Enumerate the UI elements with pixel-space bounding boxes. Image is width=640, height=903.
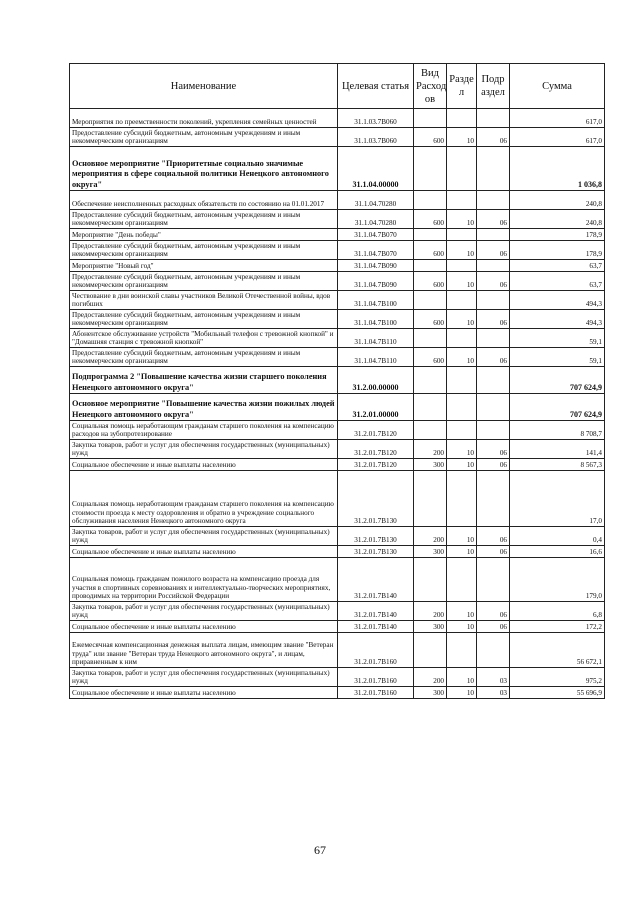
row-target-code-cell: 31.2.01.7В160 (338, 687, 414, 699)
table-row (70, 394, 605, 421)
table-row (70, 191, 605, 210)
row-section-cell: 10 (447, 310, 477, 329)
row-name-cell: Предоставление субсидий бюджетным, автономным учреждениям и иным некоммерческим организациям (70, 210, 338, 229)
row-subsection-cell (477, 421, 510, 440)
row-name-cell: Основное мероприятие "Приоритетные социально значимые мероприятия в сфере социальной политики Ненецкого автономного округа" (70, 147, 338, 191)
row-target-code-cell: 31.2.01.7В130 (338, 546, 414, 558)
row-target-code-cell: 31.2.01.7В140 (338, 558, 414, 602)
header-row (70, 64, 605, 109)
row-sum-cell: 55 696,9 (510, 687, 605, 699)
row-target-code-cell: 31.1.04.70280 (338, 210, 414, 229)
row-name-cell: Обеспечение неисполненных расходных обязательств по состоянию на 01.01.2017 (70, 191, 338, 210)
row-target-code-cell: 31.2.01.7В120 (338, 421, 414, 440)
row-subsection-cell: 06 (477, 440, 510, 459)
row-target-code-cell: 31.2.01.7В140 (338, 602, 414, 621)
row-target-code-cell: 31.2.01.7В130 (338, 471, 414, 527)
row-target-code-cell: 31.1.04.00000 (338, 147, 414, 191)
table-row (70, 241, 605, 260)
row-expense-type-cell: 200 (414, 668, 447, 687)
table-row (70, 687, 605, 699)
row-expense-type-cell: 200 (414, 527, 447, 546)
row-name-cell: Социальное обеспечение и иные выплаты населению (70, 546, 338, 558)
row-expense-type-cell (414, 471, 447, 527)
header-section: Разде л (447, 64, 477, 109)
row-expense-type-cell: 600 (414, 128, 447, 147)
row-name-cell: Закупка товаров, работ и услуг для обеспечения государственных (муниципальных) нужд (70, 668, 338, 687)
row-name-cell: Социальное обеспечение и иные выплаты населению (70, 459, 338, 471)
row-sum-cell: 617,0 (510, 109, 605, 128)
page-number: 67 (314, 843, 326, 857)
table-row (70, 602, 605, 621)
table-row (70, 310, 605, 329)
row-section-cell: 10 (447, 272, 477, 291)
row-expense-type-cell (414, 191, 447, 210)
row-subsection-cell (477, 260, 510, 272)
row-sum-cell: 63,7 (510, 272, 605, 291)
row-target-code-cell: 31.1.04.7В100 (338, 291, 414, 310)
row-section-cell: 10 (447, 128, 477, 147)
row-expense-type-cell (414, 633, 447, 668)
row-sum-cell: 494,3 (510, 310, 605, 329)
row-expense-type-cell: 600 (414, 210, 447, 229)
row-sum-cell: 8 708,7 (510, 421, 605, 440)
row-name-cell: Основное мероприятие "Повышение качества жизни пожилых людей Ненецкого автономного округа" (70, 394, 338, 421)
row-target-code-cell: 31.1.04.7В070 (338, 229, 414, 241)
row-subsection-cell (477, 633, 510, 668)
row-sum-cell: 494,3 (510, 291, 605, 310)
row-subsection-cell: 06 (477, 621, 510, 633)
row-expense-type-cell (414, 558, 447, 602)
row-target-code-cell: 31.2.01.7В120 (338, 440, 414, 459)
row-sum-cell: 172,2 (510, 621, 605, 633)
row-expense-type-cell: 600 (414, 272, 447, 291)
row-section-cell (447, 260, 477, 272)
row-name-cell: Чествование в дни воинской славы участников Великой Отечественной войны, вдов погибших (70, 291, 338, 310)
row-sum-cell: 240,8 (510, 210, 605, 229)
row-section-cell (447, 229, 477, 241)
header-subsection: Подр аздел (477, 64, 510, 109)
table-row (70, 291, 605, 310)
table-row (70, 128, 605, 147)
row-subsection-cell (477, 471, 510, 527)
table-row (70, 668, 605, 687)
row-expense-type-cell (414, 421, 447, 440)
row-subsection-cell: 06 (477, 527, 510, 546)
row-sum-cell: 63,7 (510, 260, 605, 272)
table-row (70, 633, 605, 668)
row-name-cell: Предоставление субсидий бюджетным, автономным учреждениям и иным некоммерческим организациям (70, 128, 338, 147)
table-row (70, 527, 605, 546)
row-expense-type-cell: 600 (414, 348, 447, 367)
row-expense-type-cell (414, 291, 447, 310)
row-sum-cell: 707 624,9 (510, 394, 605, 421)
row-subsection-cell: 06 (477, 128, 510, 147)
row-sum-cell: 6,8 (510, 602, 605, 621)
row-expense-type-cell (414, 260, 447, 272)
row-section-cell (447, 291, 477, 310)
table-row (70, 440, 605, 459)
table-row (70, 621, 605, 633)
table-row (70, 109, 605, 128)
row-section-cell: 10 (447, 459, 477, 471)
row-sum-cell: 141,4 (510, 440, 605, 459)
row-name-cell: Социальная помощь неработающим гражданам старшего поколения на компенсацию стоимости проезда к месту оздоровления и обратно в учреждение социального обслуживания населения Ненецкого автономного округа (70, 471, 338, 527)
row-subsection-cell (477, 291, 510, 310)
header-target: Целевая статья (338, 64, 414, 109)
row-target-code-cell: 31.2.00.00000 (338, 367, 414, 394)
row-name-cell: Ежемесячная компенсационная денежная выплата лицам, имеющим звание "Ветеран труда" или звание "Ветеран труда Ненецкого автономного округа", и лицам, приравненным к ним (70, 633, 338, 668)
row-sum-cell: 617,0 (510, 128, 605, 147)
row-section-cell (447, 633, 477, 668)
table-row (70, 260, 605, 272)
row-subsection-cell: 06 (477, 310, 510, 329)
table-row (70, 210, 605, 229)
row-subsection-cell: 06 (477, 546, 510, 558)
row-section-cell: 10 (447, 348, 477, 367)
row-sum-cell: 178,9 (510, 229, 605, 241)
row-name-cell: Мероприятие "День победы" (70, 229, 338, 241)
row-name-cell: Социальная помощь неработающим гражданам старшего поколения на компенсацию расходов на зубопротезирование (70, 421, 338, 440)
row-subsection-cell (477, 109, 510, 128)
row-subsection-cell: 06 (477, 241, 510, 260)
row-sum-cell: 707 624,9 (510, 367, 605, 394)
row-target-code-cell: 31.1.04.7В070 (338, 241, 414, 260)
row-expense-type-cell: 300 (414, 546, 447, 558)
row-expense-type-cell (414, 229, 447, 241)
row-subsection-cell: 06 (477, 272, 510, 291)
row-subsection-cell (477, 229, 510, 241)
row-expense-type-cell: 300 (414, 459, 447, 471)
row-section-cell (447, 191, 477, 210)
table-row (70, 558, 605, 602)
row-sum-cell: 17,0 (510, 471, 605, 527)
row-target-code-cell: 31.2.01.7В130 (338, 527, 414, 546)
budget-table (69, 63, 605, 699)
row-section-cell (447, 329, 477, 348)
row-sum-cell: 179,0 (510, 558, 605, 602)
row-target-code-cell: 31.1.04.7В090 (338, 272, 414, 291)
row-subsection-cell (477, 394, 510, 421)
row-subsection-cell: 03 (477, 668, 510, 687)
row-subsection-cell (477, 558, 510, 602)
row-expense-type-cell (414, 394, 447, 421)
row-sum-cell: 56 672,1 (510, 633, 605, 668)
row-target-code-cell: 31.1.04.7В110 (338, 348, 414, 367)
row-sum-cell: 16,6 (510, 546, 605, 558)
table-row (70, 367, 605, 394)
row-expense-type-cell: 300 (414, 687, 447, 699)
row-name-cell: Закупка товаров, работ и услуг для обеспечения государственных (муниципальных) нужд (70, 602, 338, 621)
row-section-cell (447, 394, 477, 421)
row-section-cell (447, 109, 477, 128)
row-sum-cell: 59,1 (510, 348, 605, 367)
row-sum-cell: 8 567,3 (510, 459, 605, 471)
row-subsection-cell (477, 147, 510, 191)
row-section-cell: 10 (447, 241, 477, 260)
row-subsection-cell: 06 (477, 459, 510, 471)
header-name: Наименование (70, 64, 338, 109)
row-sum-cell: 178,9 (510, 241, 605, 260)
row-expense-type-cell (414, 109, 447, 128)
row-expense-type-cell: 300 (414, 621, 447, 633)
table-row (70, 329, 605, 348)
row-sum-cell: 975,2 (510, 668, 605, 687)
header-sum: Сумма (510, 64, 605, 109)
row-section-cell: 10 (447, 527, 477, 546)
table-row (70, 471, 605, 527)
row-sum-cell: 1 036,8 (510, 147, 605, 191)
row-name-cell: Мероприятие "Новый год" (70, 260, 338, 272)
row-target-code-cell: 31.1.04.7В090 (338, 260, 414, 272)
row-section-cell: 10 (447, 687, 477, 699)
row-section-cell (447, 558, 477, 602)
row-sum-cell: 0,4 (510, 527, 605, 546)
table-row (70, 229, 605, 241)
table-row (70, 546, 605, 558)
row-subsection-cell (477, 329, 510, 348)
table-row (70, 421, 605, 440)
row-section-cell (447, 421, 477, 440)
row-section-cell: 10 (447, 440, 477, 459)
row-sum-cell: 240,8 (510, 191, 605, 210)
row-subsection-cell (477, 191, 510, 210)
row-name-cell: Мероприятия по преемственности поколений, укрепления семейных ценностей (70, 109, 338, 128)
row-name-cell: Абонентское обслуживание устройств "Мобильный телефон с тревожной кнопкой" и "Домашняя станция с тревожной кнопкой" (70, 329, 338, 348)
header-expense-type: Вид Расход ов (414, 64, 447, 109)
row-section-cell: 10 (447, 210, 477, 229)
row-section-cell: 10 (447, 621, 477, 633)
row-expense-type-cell (414, 367, 447, 394)
row-name-cell: Предоставление субсидий бюджетным, автономным учреждениям и иным некоммерческим организациям (70, 272, 338, 291)
row-name-cell: Предоставление субсидий бюджетным, автономным учреждениям и иным некоммерческим организациям (70, 348, 338, 367)
row-section-cell: 10 (447, 546, 477, 558)
row-section-cell: 10 (447, 602, 477, 621)
row-target-code-cell: 31.2.01.7В120 (338, 459, 414, 471)
row-target-code-cell: 31.1.04.7В100 (338, 310, 414, 329)
row-name-cell: Закупка товаров, работ и услуг для обеспечения государственных (муниципальных) нужд (70, 527, 338, 546)
row-section-cell (447, 147, 477, 191)
row-expense-type-cell: 600 (414, 310, 447, 329)
row-name-cell: Социальная помощь гражданам пожилого возраста на компенсацию проезда для участия в спортивных соревнованиях и интеллектуально-творческих мероприятиях, проводимых на территории Российской Федерации (70, 558, 338, 602)
row-name-cell: Социальное обеспечение и иные выплаты населению (70, 621, 338, 633)
row-name-cell: Предоставление субсидий бюджетным, автономным учреждениям и иным некоммерческим организациям (70, 310, 338, 329)
row-expense-type-cell: 200 (414, 440, 447, 459)
row-expense-type-cell: 600 (414, 241, 447, 260)
table-row (70, 147, 605, 191)
row-subsection-cell: 06 (477, 348, 510, 367)
row-subsection-cell: 06 (477, 210, 510, 229)
row-target-code-cell: 31.2.01.7В160 (338, 633, 414, 668)
row-target-code-cell: 31.1.03.7В060 (338, 128, 414, 147)
row-section-cell (447, 471, 477, 527)
row-expense-type-cell (414, 147, 447, 191)
row-target-code-cell: 31.1.04.7В110 (338, 329, 414, 348)
row-section-cell: 10 (447, 668, 477, 687)
row-subsection-cell: 06 (477, 602, 510, 621)
row-expense-type-cell: 200 (414, 602, 447, 621)
row-target-code-cell: 31.2.01.7В160 (338, 668, 414, 687)
row-name-cell: Предоставление субсидий бюджетным, автономным учреждениям и иным некоммерческим организациям (70, 241, 338, 260)
row-section-cell (447, 367, 477, 394)
table-row (70, 459, 605, 471)
table-body (70, 109, 605, 699)
row-expense-type-cell (414, 329, 447, 348)
row-target-code-cell: 31.2.01.7В140 (338, 621, 414, 633)
row-name-cell: Социальное обеспечение и иные выплаты населению (70, 687, 338, 699)
row-name-cell: Закупка товаров, работ и услуг для обеспечения государственных (муниципальных) нужд (70, 440, 338, 459)
row-subsection-cell: 03 (477, 687, 510, 699)
row-name-cell: Подпрограмма 2 "Повышение качества жизни старшего поколения Ненецкого автономного округа" (70, 367, 338, 394)
row-target-code-cell: 31.1.04.70280 (338, 191, 414, 210)
row-target-code-cell: 31.2.01.00000 (338, 394, 414, 421)
row-target-code-cell: 31.1.03.7В060 (338, 109, 414, 128)
row-sum-cell: 59,1 (510, 329, 605, 348)
row-subsection-cell (477, 367, 510, 394)
table-row (70, 272, 605, 291)
table-row (70, 348, 605, 367)
